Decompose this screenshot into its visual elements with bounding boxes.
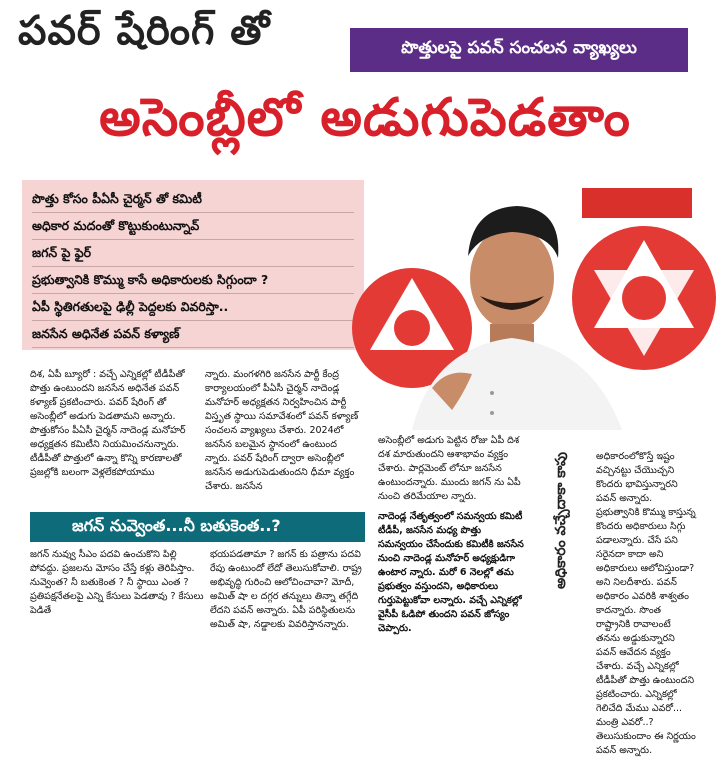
vertical-label [533,440,591,600]
article-column-3-part-2: నాదెండ్ల నేతృత్వంలో సమన్వయ కమిటీ టీడీపీ, జనసేన మధ్య పొత్తు సమన్వయం చేసేందుకు కమిటీకి జనసేన నుంచి నాదెండ్ల మనోహర్ అధ్యక్షుడిగా ఉంటార న్నారు. మరో 6 నెలల్లో తమ ప్రభుత్వం వస్తుందని, అధికారులు గుర్తుపెట్టుకోవా లన్నారు. వచ్చే ఎన్నికల్లో వైసీపీ ఓడిపో తుందని పవన్ జోస్యం చెప్పారు. [378,511,524,634]
article-column-4: అధికారంలోకొస్తే ఇష్టం వచ్చినట్టు చేయొచ్చని కొందరు భావిస్తున్నారని పవన్ అన్నారు. ప్రభుత్వానికి కొమ్ము కాస్తున్న కొందరు అధికారులు సిగ్గు పడాలన్నారు. చేసే పని సరైనదా కాదా అని అధికారులు ఆలోచిస్తుండా? అని నిలదీశారు. పవన్ అధికారం ఎవరికి శాశ్వతం కాదన్నారు. సొంత రాష్ట్రానికి రావాలంటే తనను అడ్డుకున్నారని పవన్ ఆవేదన వ్యక్తం చేశారు. వచ్చే ఎన్నికల్లో టీడీపీతో పొత్తు ఉంటుందని ప్రకటించారు. ఎన్నికల్లో గెలిచేది మేము ఎవరో... మంత్రి ఎవరో..? తెలుసుకుందాం ఈ నిర్ణయం పవన్ అన్నారు. [596,451,696,756]
article-column-2: న్నారు. మంగళగిరి జనసేన పార్టీ కేంద్ర కార్యాలయంలో పీఏసీ చైర్మన్ నాదెండ్ల మనోహర్ అధ్యక్షతన నిర్వహించిన పార్టీ విస్తృత స్థాయి సమావేశంలో పవన్ కళ్యాణ్ సంచలన వ్యాఖ్యలు చేశారు. 2024లో జనసేన బలమైన స్థానంలో ఉంటుంద న్నారు. పవర్ షేరింగ్ ద్వారా అసెంబ్లీలో జనసేన అడుగుపెడుతుందని ధీమా వ్యక్తం చేశారు. జనసేన [205,369,359,492]
speaker-photo-art [372,178,690,430]
subhead-bar: జగన్ నువ్వెంత...నీ బతుకెంత..? [30,512,365,542]
article-column-3 [378,434,526,644]
tagline-badge: పొత్తులపై పవన్ సంచలన వ్యాఖ్యలు [350,28,688,72]
vertical-label-text: అధికారం వచ్చేదాకా కాపు [552,451,569,589]
article-column-3-part-1: అసెంబ్లీలో అడుగు పెట్టిన రోజు ఏపీ దిశ దశ మారుతుందని ఆశాభావం వ్యక్తం చేశారు. పార్లమెంట్ లోనూ జనసేన ఉంటుందన్నారు. ముందు జగన్ ను ఏపీ నుంచి తరిమేయాల న్నారు. [378,435,521,502]
highlights-box [22,180,364,350]
article-column-5: జగన్ నువ్వు సీఎం పదవి ఉంచుకొని పిల్లి పోవద్దు. ప్రజలను మోసం చేస్తే కళ్లు తెరిపిస్తాం. నువ్వెంత? నీ బతుకెంత ? నీ స్థాయి ఎంత ? ప్రతిపక్షనేతలపై ఎన్ని కేసులు పెడతావు ? కేసులు పెడితే [30,549,204,616]
highlight-item: ఏపీ స్థితిగతులపై ఢిల్లీ పెద్దలకు వివరిస్తా.. [32,294,354,321]
headline-top: పవర్ షేరింగ్ తో [18,8,271,54]
article-column-1: దిశ, ఏపీ బ్యూరో : వచ్చే ఎన్నికల్లో టీడీపీతో పొత్తు ఉంటుందని జనసేన అధినేత పవన్ కళ్యాణ్ ప్రకటించారు. పవర్ షేరింగ్ తో అసెంబ్లీలో అడుగు పెడతామని అన్నారు. పొత్తుకోసం పీఏసీ చైర్మన్ నాదెండ్ల మనోహర్ అధ్యక్షతన కమిటీని నియమించనున్నారు. టీడీపీతో పొత్తులో ఉన్నా కొన్ని కారణాలతో ప్రజల్లోకి బలంగా వెళ్లలేకపోయాము [30,369,186,478]
speaker-photo [372,178,690,430]
highlight-item: పొత్తు కోసం పీఏసీ చైర్మన్ తో కమిటీ [32,186,354,213]
highlight-item: ప్రభుత్వానికి కొమ్ము కాసే అధికారులకు సిగ్గుందా ? [32,267,354,294]
highlight-item: జగన్ పై ఫైర్ [32,240,354,267]
highlight-item: జనసేన అధినేత పవన్ కళ్యాణ్ [32,321,354,348]
article-column-6: భయపడతామా ? జగన్ కు పత్రాను పదవి రేపు ఉంటుందో లేదో తెలుసుకోవాలి. రాష్ట్ర అభివృద్ధి గురించి ఆలోచించావా? మోదీ, అమిత్ షా ల దగ్గర తన్నులు తిన్నా తగ్గేది లేదని పవన్ అన్నారు. ఏపీ పరిస్థితులను అమిత్ షా, నడ్డాలకు వివరిస్తానన్నారు. [210,549,362,630]
main-headline: అసెంబ్లీలో అడుగుపెడతాం [99,88,631,148]
highlight-item: అధికార మదంతో కొట్టుకుంటున్నావ్ [32,213,354,240]
